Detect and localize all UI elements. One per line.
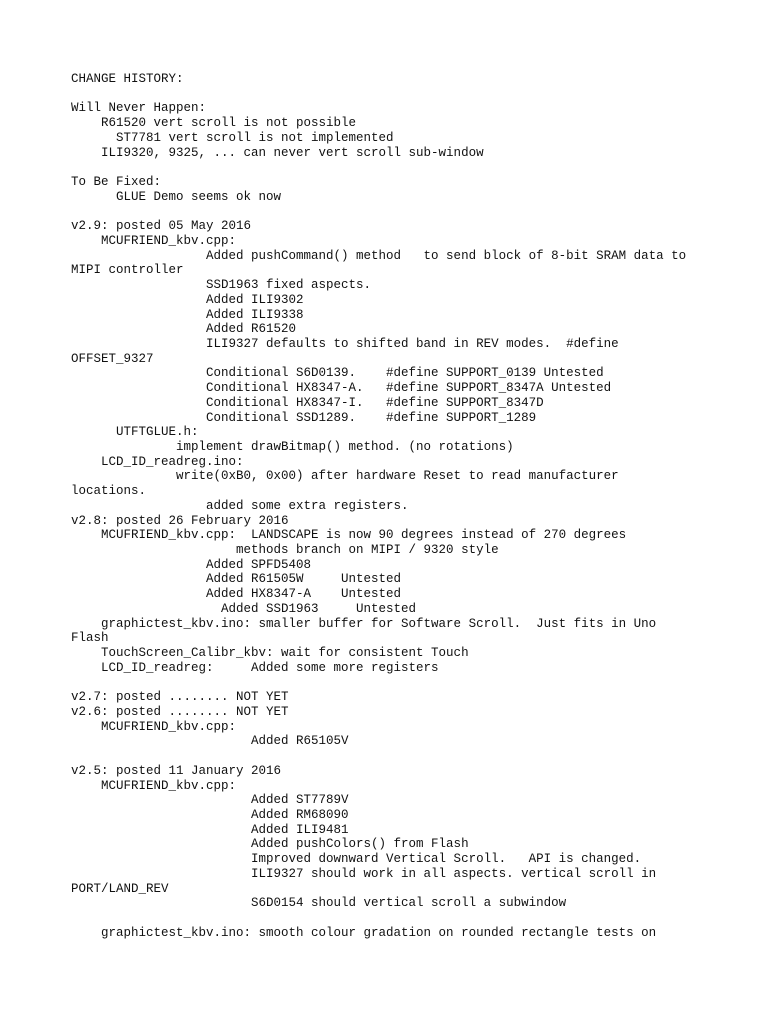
text-line bbox=[71, 204, 711, 219]
text-line: PORT/LAND_REV bbox=[71, 881, 169, 896]
text-line: locations. bbox=[71, 484, 147, 499]
text-line: CHANGE HISTORY: bbox=[71, 72, 184, 86]
text-line bbox=[71, 749, 711, 764]
text-line: v2.9: posted 05 May 2016 bbox=[71, 219, 252, 234]
text-line: OFFSET_9327 bbox=[71, 351, 154, 366]
text-line: MCUFRIEND_kbv.cpp: LANDSCAPE is now 90 degrees instead of 270 degrees bbox=[71, 528, 627, 543]
text-line: LCD_ID_readreg.ino: bbox=[71, 454, 244, 469]
text-line bbox=[71, 675, 711, 690]
text-line: R61520 vert scroll is not possible bbox=[71, 116, 357, 131]
text-line: Added R61520 bbox=[71, 322, 297, 337]
text-line: MCUFRIEND_kbv.cpp: bbox=[71, 719, 237, 734]
text-line: LCD_ID_readreg: Added some more registers bbox=[71, 660, 439, 675]
text-line: v2.6: posted ........ NOT YET bbox=[71, 704, 289, 719]
text-line: methods branch on MIPI / 9320 style bbox=[71, 543, 499, 557]
text-line: ILI9327 should work in all aspects. vertical scroll in bbox=[71, 866, 657, 881]
text-line: Added ILI9302 bbox=[71, 292, 304, 307]
text-line: To Be Fixed: bbox=[71, 175, 162, 190]
text-line: Added SPFD5408 bbox=[71, 557, 312, 572]
text-line: Conditional SSD1289. #define SUPPORT_1289 bbox=[71, 410, 537, 425]
text-line bbox=[71, 87, 711, 102]
text-line: Added R61505W Untested bbox=[71, 572, 402, 587]
changelog-document bbox=[71, 72, 711, 940]
text-line: Will Never Happen: bbox=[71, 101, 207, 116]
text-line: MCUFRIEND_kbv.cpp: bbox=[71, 778, 237, 793]
text-line: SSD1963 fixed aspects. bbox=[71, 278, 372, 293]
text-line: Flash bbox=[71, 631, 109, 646]
text-line: ILI9327 defaults to shifted band in REV modes. #define bbox=[71, 336, 619, 351]
text-line: v2.5: posted 11 January 2016 bbox=[71, 763, 282, 778]
text-line: Added ST7789V bbox=[71, 793, 349, 808]
text-line: Added HX8347-A Untested bbox=[71, 587, 402, 602]
text-line: Added pushCommand() method to send block of 8-bit SRAM data to bbox=[71, 248, 687, 263]
text-line: added some extra registers. bbox=[71, 498, 409, 513]
text-line: Added RM68090 bbox=[71, 807, 349, 822]
text-line bbox=[71, 911, 711, 926]
text-line: UTFTGLUE.h: bbox=[71, 425, 199, 440]
text-line: ST7781 vert scroll is not implemented bbox=[71, 130, 394, 145]
text-line: ILI9320, 9325, ... can never vert scroll sub-window bbox=[71, 145, 484, 160]
text-line bbox=[71, 160, 711, 175]
text-line: TouchScreen_Calibr_kbv: wait for consistent Touch bbox=[71, 646, 469, 661]
text-line: graphictest_kbv.ino: smooth colour gradation on rounded rectangle tests on bbox=[71, 925, 657, 940]
text-line: MCUFRIEND_kbv.cpp: bbox=[71, 233, 237, 248]
text-line: implement drawBitmap() method. (no rotations) bbox=[71, 439, 514, 454]
text-line: Added SSD1963 Untested bbox=[71, 601, 417, 616]
text-line: GLUE Demo seems ok now bbox=[71, 189, 282, 204]
text-line: Conditional HX8347-I. #define SUPPORT_8347D bbox=[71, 395, 544, 410]
text-line: Added R65105V bbox=[71, 734, 349, 749]
text-line: write(0xB0, 0x00) after hardware Reset to read manufacturer bbox=[71, 469, 619, 484]
text-line: Conditional HX8347-A. #define SUPPORT_8347A Untested bbox=[71, 381, 612, 396]
text-line: Improved downward Vertical Scroll. API is changed. bbox=[71, 852, 642, 867]
text-line: graphictest_kbv.ino: smaller buffer for Software Scroll. Just fits in Uno bbox=[71, 616, 657, 631]
text-line: Conditional S6D0139. #define SUPPORT_0139 Untested bbox=[71, 366, 604, 381]
text-line: v2.8: posted 26 February 2016 bbox=[71, 513, 289, 528]
text-line: Added ILI9481 bbox=[71, 822, 349, 837]
text-line: Added ILI9338 bbox=[71, 307, 304, 322]
text-line: S6D0154 should vertical scroll a subwindow bbox=[71, 896, 567, 911]
text-line: MIPI controller bbox=[71, 263, 184, 278]
text-line: v2.7: posted ........ NOT YET bbox=[71, 690, 289, 705]
text-line: Added pushColors() from Flash bbox=[71, 837, 469, 852]
